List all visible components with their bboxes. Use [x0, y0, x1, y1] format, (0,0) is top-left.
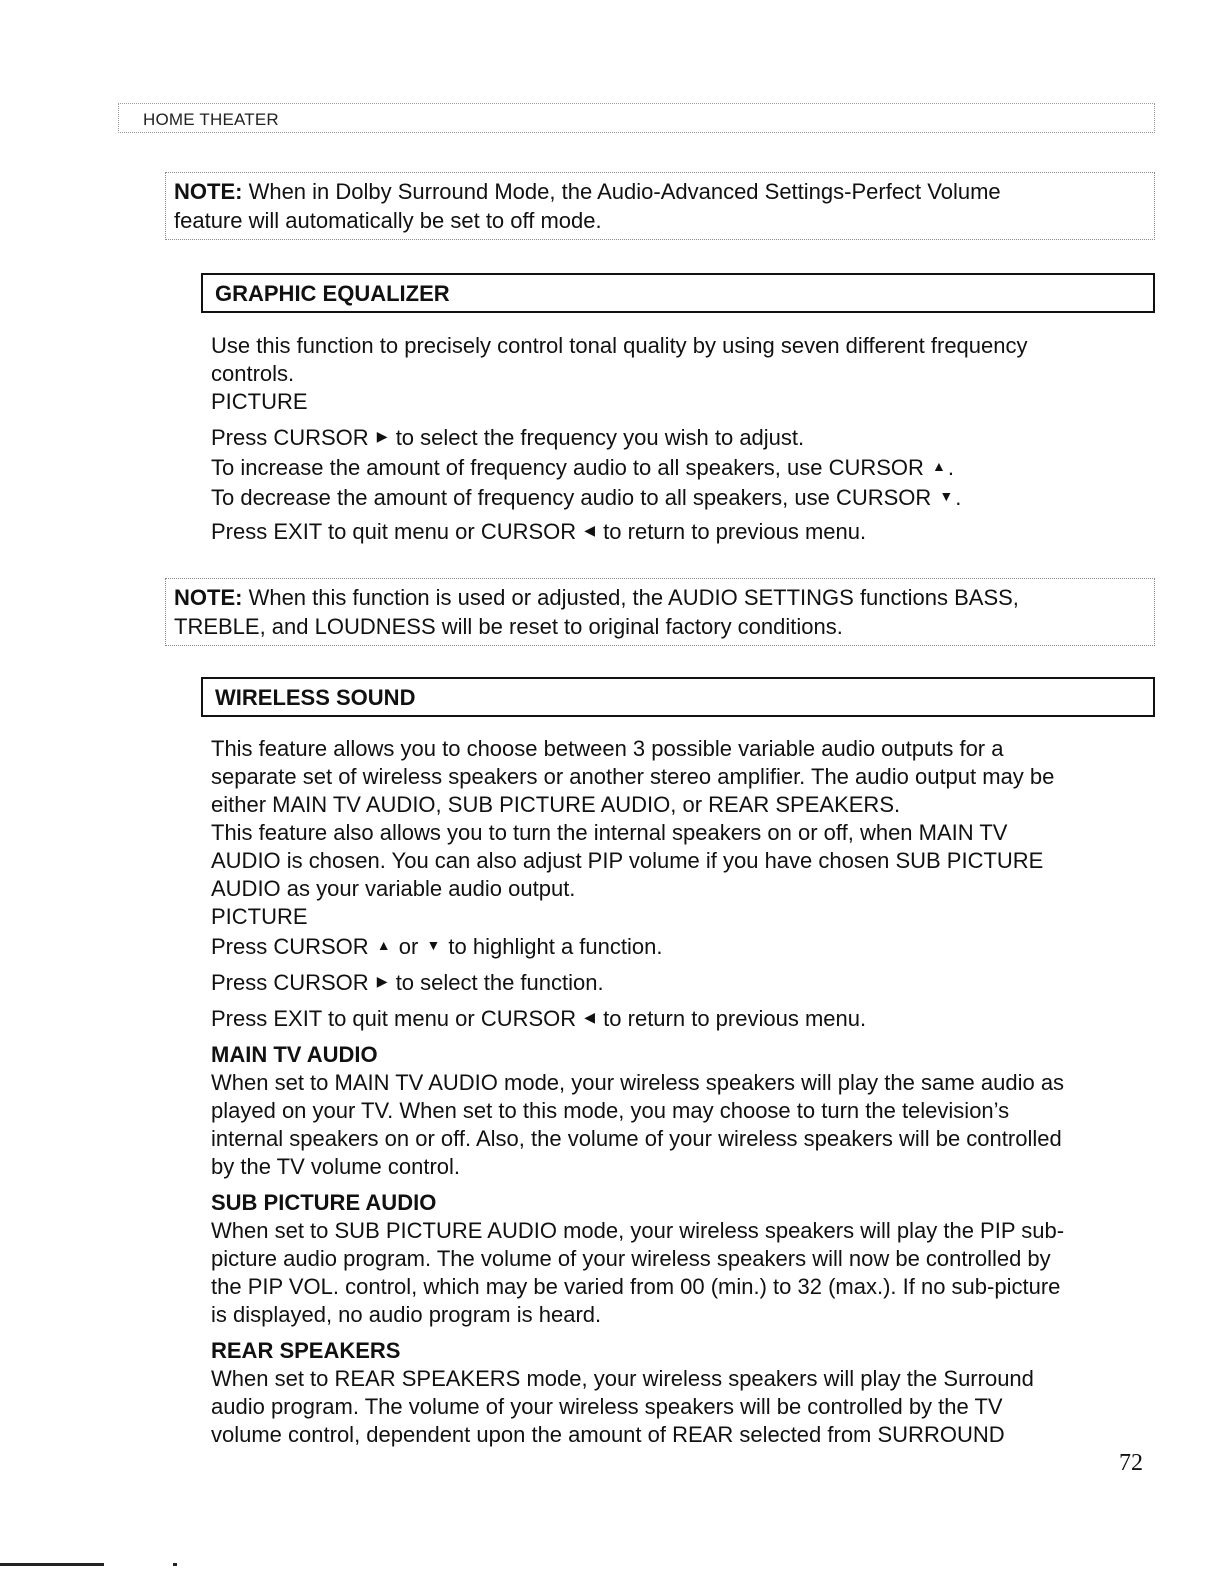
paragraph-line: is displayed, no audio program is heard. — [211, 1302, 602, 1327]
cursor-left-icon: ◀ — [584, 522, 596, 538]
instruction-text: . — [947, 455, 955, 480]
note-text-2: feature will automatically be set to off mode. — [174, 208, 602, 233]
note-reset — [165, 578, 1155, 646]
instruction-line — [211, 452, 1151, 482]
section-heading-wireless-sound — [201, 677, 1155, 717]
cursor-up-icon: ▲ — [376, 937, 391, 953]
instruction-text: to highlight a function. — [442, 934, 663, 959]
instruction-line — [211, 422, 1151, 452]
paragraph-line: AUDIO is chosen. You can also adjust PIP volume if you have chosen SUB PICTURE — [211, 848, 1044, 873]
instruction-text: Press EXIT to quit menu or CURSOR — [211, 519, 583, 544]
paragraph-line: played on your TV. When set to this mode, you may choose to turn the television’s — [211, 1098, 1010, 1123]
section-title: WIRELESS SOUND — [215, 685, 416, 710]
instruction-line — [211, 516, 1151, 546]
note-label: NOTE: — [174, 585, 243, 610]
footer-mark — [173, 1563, 177, 1566]
cursor-right-icon: ▶ — [376, 973, 388, 989]
instruction-line — [211, 931, 1151, 961]
picture-label: PICTURE — [211, 904, 308, 929]
page-header — [118, 103, 1155, 133]
instruction-text: To increase the amount of frequency audio to all speakers, use CURSOR — [211, 455, 931, 480]
note-text-1: When this function is used or adjusted, the AUDIO SETTINGS functions BASS, — [242, 585, 1019, 610]
instruction-text: to select the function. — [389, 970, 604, 995]
paragraph-line: internal speakers on or off. Also, the volume of your wireless speakers will be controlled — [211, 1126, 1062, 1151]
paragraph-line: by the TV volume control. — [211, 1154, 461, 1179]
paragraph-line: When set to REAR SPEAKERS mode, your wireless speakers will play the Surround — [211, 1366, 1034, 1391]
paragraph-line: audio program. The volume of your wireless speakers will be controlled by the TV — [211, 1394, 1003, 1419]
intro-line: controls. — [211, 361, 295, 386]
paragraph-line: picture audio program. The volume of your wireless speakers will now be controlled by — [211, 1246, 1051, 1271]
instruction-text: Press CURSOR — [211, 425, 375, 450]
paragraph-line: either MAIN TV AUDIO, SUB PICTURE AUDIO, or REAR SPEAKERS. — [211, 792, 901, 817]
header-title: HOME THEATER — [143, 110, 279, 129]
paragraph-line: volume control, dependent upon the amount of REAR selected from SURROUND — [211, 1422, 1005, 1447]
cursor-left-icon: ◀ — [584, 1009, 596, 1025]
paragraph-line: separate set of wireless speakers or another stereo amplifier. The audio output may be — [211, 764, 1055, 789]
instruction-text: to return to previous menu. — [597, 1006, 867, 1031]
instruction-text: to select the frequency you wish to adjust. — [389, 425, 805, 450]
graphic-eq-body — [211, 332, 1151, 546]
instruction-text: Press CURSOR — [211, 934, 375, 959]
wireless-body — [211, 735, 1151, 1449]
instruction-line — [211, 967, 1151, 997]
cursor-right-icon: ▶ — [376, 428, 388, 444]
cursor-down-icon: ▼ — [939, 488, 954, 504]
cursor-up-icon: ▲ — [932, 458, 946, 474]
instruction-text: . — [955, 485, 962, 510]
instruction-text: Press CURSOR — [211, 970, 375, 995]
page-number: 72 — [1119, 1450, 1143, 1476]
cursor-down-icon: ▼ — [426, 937, 441, 953]
paragraph-line: AUDIO as your variable audio output. — [211, 876, 576, 901]
paragraph-line: This feature allows you to choose between 3 possible variable audio outputs for a — [211, 736, 1004, 761]
section-heading-graphic-equalizer — [201, 273, 1155, 313]
note-dolby — [165, 172, 1155, 240]
section-title: GRAPHIC EQUALIZER — [215, 281, 450, 306]
instruction-text: or — [392, 934, 425, 959]
intro-line: Use this function to precisely control tonal quality by using seven different frequency — [211, 333, 1028, 358]
subsection-title-sub-picture-audio: SUB PICTURE AUDIO — [211, 1190, 437, 1215]
paragraph-line: When set to MAIN TV AUDIO mode, your wireless speakers will play the same audio as — [211, 1070, 1065, 1095]
subsection-title-main-tv-audio: MAIN TV AUDIO — [211, 1042, 378, 1067]
note-text-1: When in Dolby Surround Mode, the Audio-Advanced Settings-Perfect Volume — [242, 179, 1001, 204]
picture-label: PICTURE — [211, 389, 308, 414]
note-text-2: TREBLE, and LOUDNESS will be reset to original factory conditions. — [174, 614, 843, 639]
footer-rule — [0, 1563, 104, 1566]
instruction-line — [211, 1003, 1151, 1033]
instruction-line — [211, 482, 1151, 512]
subsection-title-rear-speakers: REAR SPEAKERS — [211, 1338, 401, 1363]
instruction-text: to return to previous menu. — [597, 519, 867, 544]
paragraph-line: This feature also allows you to turn the internal speakers on or off, when MAIN TV — [211, 820, 1008, 845]
instruction-text: To decrease the amount of frequency audio to all speakers, use CURSOR — [211, 485, 938, 510]
instruction-text: Press EXIT to quit menu or CURSOR — [211, 1006, 583, 1031]
paragraph-line: the PIP VOL. control, which may be varied from 00 (min.) to 32 (max.). If no sub-picture — [211, 1274, 1061, 1299]
note-label: NOTE: — [174, 179, 243, 204]
paragraph-line: When set to SUB PICTURE AUDIO mode, your wireless speakers will play the PIP sub- — [211, 1218, 1065, 1243]
